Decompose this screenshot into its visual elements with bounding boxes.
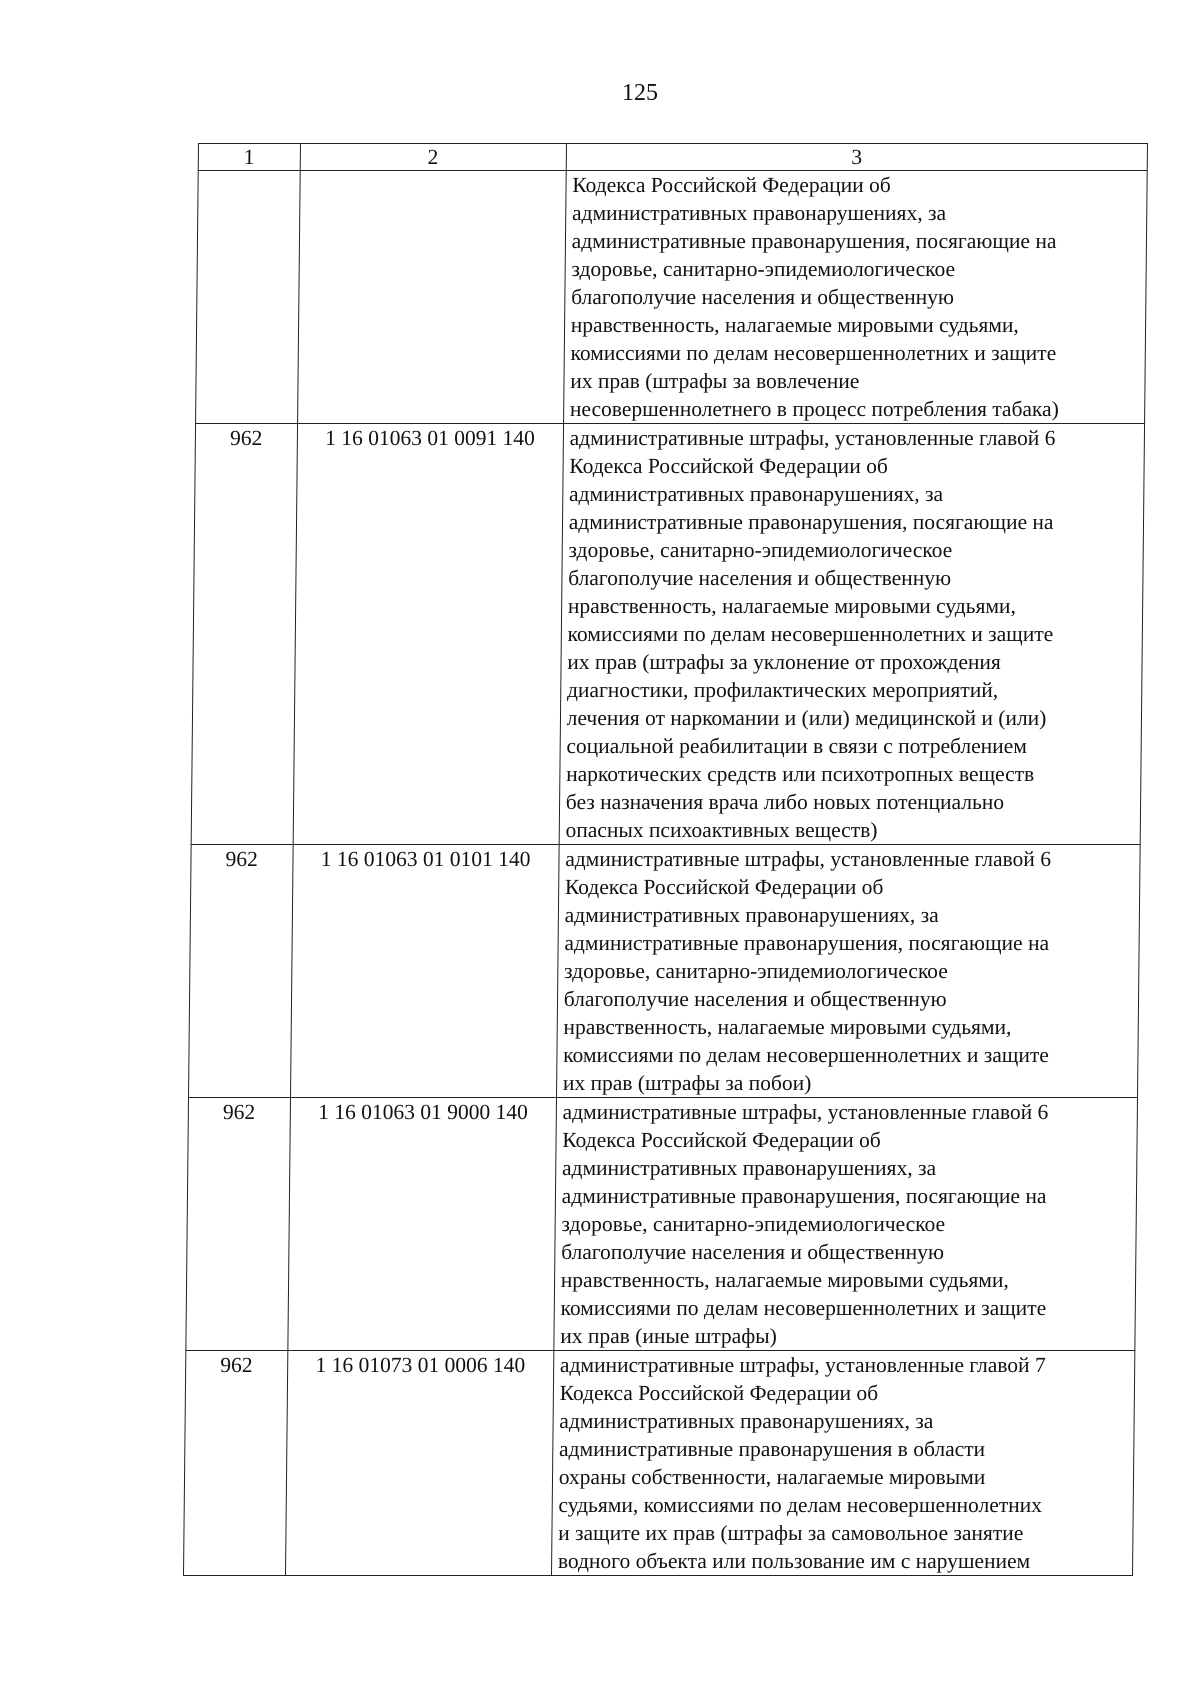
table-row <box>189 845 1141 1098</box>
admin-code-cell: 962 <box>189 845 293 1098</box>
column-header-3: 3 <box>566 144 1148 171</box>
column-header-2: 2 <box>300 144 567 171</box>
page-number: 125 <box>622 80 658 106</box>
budget-code-cell: 1 16 01063 01 0091 140 <box>293 424 564 845</box>
description-cell: административные штрафы, установленные главой 6 Кодекса Российской Федерации об административных правонарушениях, за административные правонарушения, посягающие на здоровье, санитарно-эпидемиологическое благополучие населения и общественную нравственность, налагаемые мировыми судьями, комиссиями по делам несовершеннолетних и защите их прав (штрафы за уклонение от прохождения диагностики, профилактических мероприятий, лечения от наркомании и (или) медицинской и (или) социальной реабилитации в связи с потреблением наркотических средств или психотропных веществ без назначения врача либо новых потенциально опасных психоактивных веществ) <box>559 424 1145 845</box>
description-cell: административные штрафы, установленные главой 6 Кодекса Российской Федерации об административных правонарушениях, за административные правонарушения, посягающие на здоровье, санитарно-эпидемиологическое благополучие населения и общественную нравственность, налагаемые мировыми судьями, комиссиями по делам несовершеннолетних и защите их прав (штрафы за побои) <box>556 845 1140 1098</box>
table-header-row <box>198 144 1147 171</box>
admin-code-cell: 962 <box>183 1351 287 1576</box>
table-row <box>191 424 1144 845</box>
description-cell: административные штрафы, установленные главой 7 Кодекса Российской Федерации об административных правонарушениях, за административные правонарушения в области охраны собственности, налагаемые мировыми судьями, комиссиями по делам несовершеннолетних и защите их прав (штрафы за самовольное занятие водного объекта или пользование им с нарушением <box>551 1351 1135 1576</box>
table-row <box>196 171 1148 424</box>
admin-code-cell <box>196 171 300 424</box>
description-cell: административные штрафы, установленные главой 6 Кодекса Российской Федерации об административных правонарушениях, за административные правонарушения, посягающие на здоровье, санитарно-эпидемиологическое благополучие населения и общественную нравственность, налагаемые мировыми судьями, комиссиями по делам несовершеннолетних и защите их прав (иные штрафы) <box>554 1098 1138 1351</box>
table-row <box>183 1351 1134 1576</box>
admin-code-cell: 962 <box>186 1098 290 1351</box>
table-row <box>186 1098 1138 1351</box>
description-cell: Кодекса Российской Федерации об административных правонарушениях, за административные правонарушения, посягающие на здоровье, санитарно-эпидемиологическое благополучие населения и общественную нравственность, налагаемые мировыми судьями, комиссиями по делам несовершеннолетних и защите их прав (штрафы за вовлечение несовершеннолетнего в процесс потребления табака) <box>563 171 1147 424</box>
budget-code-cell: 1 16 01063 01 0101 140 <box>290 845 559 1098</box>
admin-code-cell: 962 <box>191 424 297 845</box>
column-header-1: 1 <box>198 144 300 171</box>
budget-code-cell: 1 16 01073 01 0006 140 <box>285 1351 554 1576</box>
budget-codes-table <box>183 143 1148 1576</box>
budget-code-cell: 1 16 01063 01 9000 140 <box>287 1098 556 1351</box>
budget-code-cell <box>297 171 566 424</box>
